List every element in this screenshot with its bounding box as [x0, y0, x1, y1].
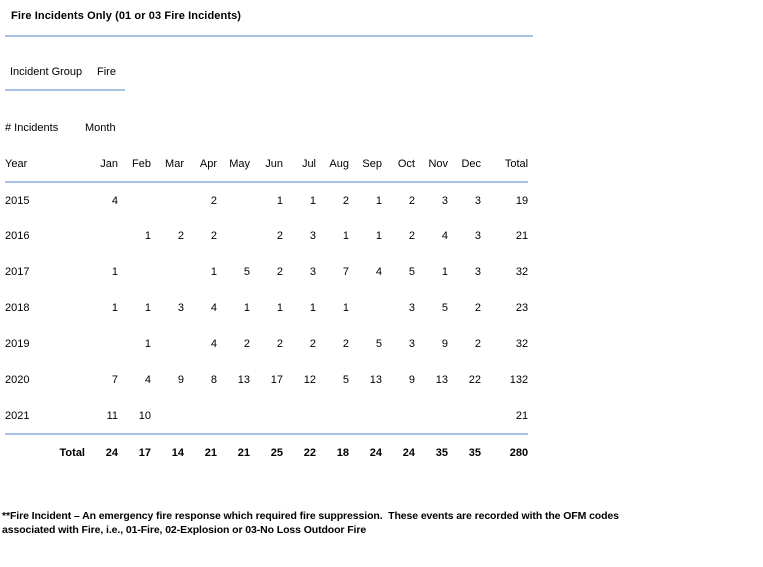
- value-cell: [151, 182, 184, 218]
- value-cell: [250, 398, 283, 434]
- value-cell: 2: [474, 338, 481, 350]
- year-cell: 2020: [5, 374, 30, 386]
- value-cell: 2: [276, 266, 283, 278]
- value-cell: [217, 218, 250, 254]
- value-cell: 2: [276, 338, 283, 350]
- incident-group-label: Incident Group: [10, 66, 83, 78]
- value-cell: [151, 398, 184, 434]
- month-column-header: Nov: [415, 146, 448, 182]
- value-cell: 17: [270, 374, 283, 386]
- total-column-header: Total: [481, 146, 528, 182]
- value-cell: 3: [177, 302, 184, 314]
- value-cell: [217, 398, 250, 434]
- value-cell: 1: [276, 302, 283, 314]
- month-column-header: Sep: [349, 146, 382, 182]
- value-cell: 1: [144, 302, 151, 314]
- year-cell: 2021: [5, 398, 85, 434]
- row-total-cell: 19: [515, 194, 529, 207]
- value-cell: 5: [375, 338, 382, 350]
- value-cell: [349, 398, 382, 434]
- value-cell: 3: [309, 230, 316, 242]
- column-total-cell: 24: [369, 447, 382, 459]
- row-total-cell: 132: [509, 374, 529, 386]
- value-cell: 1: [210, 266, 217, 278]
- value-cell: 2: [342, 194, 349, 207]
- value-cell: 4: [375, 266, 382, 278]
- footnote-line-2: associated with Fire, i.e., 01-Fire, 02-Explosion or 03-No Loss Outdoor Fire: [2, 524, 367, 536]
- value-cell: 1: [144, 230, 151, 242]
- totals-row: [5, 434, 528, 471]
- value-cell: 13: [435, 374, 448, 386]
- month-column-header: Jan: [85, 146, 118, 182]
- value-cell: 11: [85, 398, 118, 434]
- report-title: Fire Incidents Only (01 or 03 Fire Incidents): [11, 10, 242, 22]
- value-cell: 5: [342, 374, 349, 386]
- value-cell: 22: [468, 374, 481, 386]
- value-cell: 7: [111, 374, 118, 386]
- year-column-header: Year: [5, 146, 85, 182]
- month-column-header: Feb: [118, 146, 151, 182]
- value-cell: 2: [408, 230, 415, 242]
- value-cell: 3: [474, 194, 481, 207]
- column-total-cell: 18: [336, 447, 349, 459]
- month-column-header: Mar: [151, 146, 184, 182]
- column-total-cell: 14: [171, 447, 184, 459]
- value-cell: 3: [408, 338, 415, 350]
- value-cell: 13: [237, 374, 250, 386]
- value-cell: [118, 182, 151, 218]
- column-total-cell: 21: [237, 447, 250, 459]
- value-cell: [448, 398, 481, 434]
- value-cell: 2: [276, 230, 283, 242]
- year-cell: 2015: [5, 194, 30, 207]
- month-column-header: Aug: [316, 146, 349, 182]
- value-cell: 1: [441, 266, 448, 278]
- column-total-cell: 17: [138, 447, 151, 459]
- value-cell: 2: [243, 338, 250, 350]
- month-column-header: Dec: [448, 146, 481, 182]
- column-total-cell: 25: [270, 447, 283, 459]
- column-total-cell: 24: [402, 447, 415, 459]
- grand-total-cell: 280: [509, 447, 529, 459]
- column-header-row: [5, 146, 528, 182]
- month-column-header: Apr: [184, 146, 217, 182]
- value-cell: 5: [243, 266, 250, 278]
- row-total-cell: 32: [515, 338, 529, 350]
- column-group-label: Month: [85, 122, 116, 134]
- table-row: [5, 362, 528, 398]
- table-row: [5, 326, 528, 362]
- incidents-matrix-table: [5, 110, 528, 471]
- filter-divider: [5, 89, 125, 91]
- column-total-cell: 24: [105, 447, 118, 459]
- value-cell: [382, 398, 415, 434]
- value-cell: 1: [342, 302, 349, 314]
- value-cell: [415, 398, 448, 434]
- table-row: [5, 398, 528, 434]
- value-cell: 5: [441, 302, 448, 314]
- value-cell: [316, 398, 349, 434]
- value-cell: 13: [369, 374, 382, 386]
- value-cell: 1: [342, 230, 349, 242]
- value-cell: 1: [276, 194, 283, 207]
- year-cell: 2017: [5, 266, 30, 278]
- table-row: [5, 290, 528, 326]
- value-cell: 1: [111, 302, 118, 314]
- month-column-header: Oct: [382, 146, 415, 182]
- value-cell: 1: [309, 194, 316, 207]
- footnote-line-1: **Fire Incident – An emergency fire response which required fire suppression. These events are recorded with the OFM codes: [2, 510, 619, 522]
- value-cell: 2: [408, 194, 415, 207]
- value-cell: 8: [210, 374, 217, 386]
- value-cell: 4: [441, 230, 448, 242]
- value-cell: 2: [177, 230, 184, 242]
- value-cell: 1: [144, 338, 151, 350]
- value-cell: 3: [474, 266, 481, 278]
- incident-group-value: Fire: [97, 66, 116, 78]
- value-cell: [283, 398, 316, 434]
- value-cell: 1: [243, 302, 250, 314]
- value-cell: [85, 218, 118, 254]
- value-cell: [184, 398, 217, 434]
- value-cell: 9: [441, 338, 448, 350]
- value-cell: 3: [309, 266, 316, 278]
- value-cell: 10: [118, 398, 151, 434]
- value-cell: 3: [441, 194, 448, 207]
- year-cell: 2016: [5, 230, 30, 242]
- table-row: [5, 182, 528, 218]
- value-cell: 1: [375, 230, 382, 242]
- value-cell: 1: [111, 266, 118, 278]
- month-column-header: Jun: [250, 146, 283, 182]
- measure-label: # Incidents: [5, 122, 59, 134]
- month-column-header: May: [217, 146, 250, 182]
- value-cell: 9: [408, 374, 415, 386]
- totals-row-label: Total: [59, 447, 85, 459]
- value-cell: 2: [210, 230, 217, 242]
- value-cell: 4: [144, 374, 151, 386]
- column-total-cell: 22: [303, 447, 316, 459]
- value-cell: 2: [474, 302, 481, 314]
- row-total-cell: 21: [481, 398, 528, 434]
- value-cell: 3: [474, 230, 481, 242]
- value-cell: [151, 254, 184, 290]
- table-row: [5, 254, 528, 290]
- value-cell: 1: [375, 194, 382, 207]
- column-total-cell: 35: [435, 447, 448, 459]
- value-cell: [118, 254, 151, 290]
- column-total-cell: 35: [468, 447, 481, 459]
- column-total-cell: 21: [204, 447, 217, 459]
- value-cell: 1: [309, 302, 316, 314]
- value-cell: 3: [408, 302, 415, 314]
- value-cell: 2: [309, 338, 316, 350]
- year-cell: 2019: [5, 338, 30, 350]
- value-cell: [217, 182, 250, 218]
- footnote: [2, 509, 762, 537]
- value-cell: 2: [342, 338, 349, 350]
- value-cell: [85, 326, 118, 362]
- value-cell: 7: [342, 266, 349, 278]
- row-total-cell: 32: [515, 266, 529, 278]
- row-total-cell: 21: [515, 230, 529, 242]
- value-cell: [349, 290, 382, 326]
- title-divider: [5, 35, 533, 37]
- value-cell: 4: [210, 302, 217, 314]
- value-cell: 5: [408, 266, 415, 278]
- measure-header-row: [5, 110, 528, 146]
- value-cell: 4: [111, 194, 118, 207]
- value-cell: 2: [210, 194, 217, 207]
- month-column-header: Jul: [283, 146, 316, 182]
- table-row: [5, 218, 528, 254]
- row-total-cell: 23: [515, 302, 529, 314]
- value-cell: 9: [177, 374, 184, 386]
- value-cell: [151, 326, 184, 362]
- value-cell: 4: [210, 338, 217, 350]
- year-cell: 2018: [5, 302, 30, 314]
- value-cell: 12: [303, 374, 316, 386]
